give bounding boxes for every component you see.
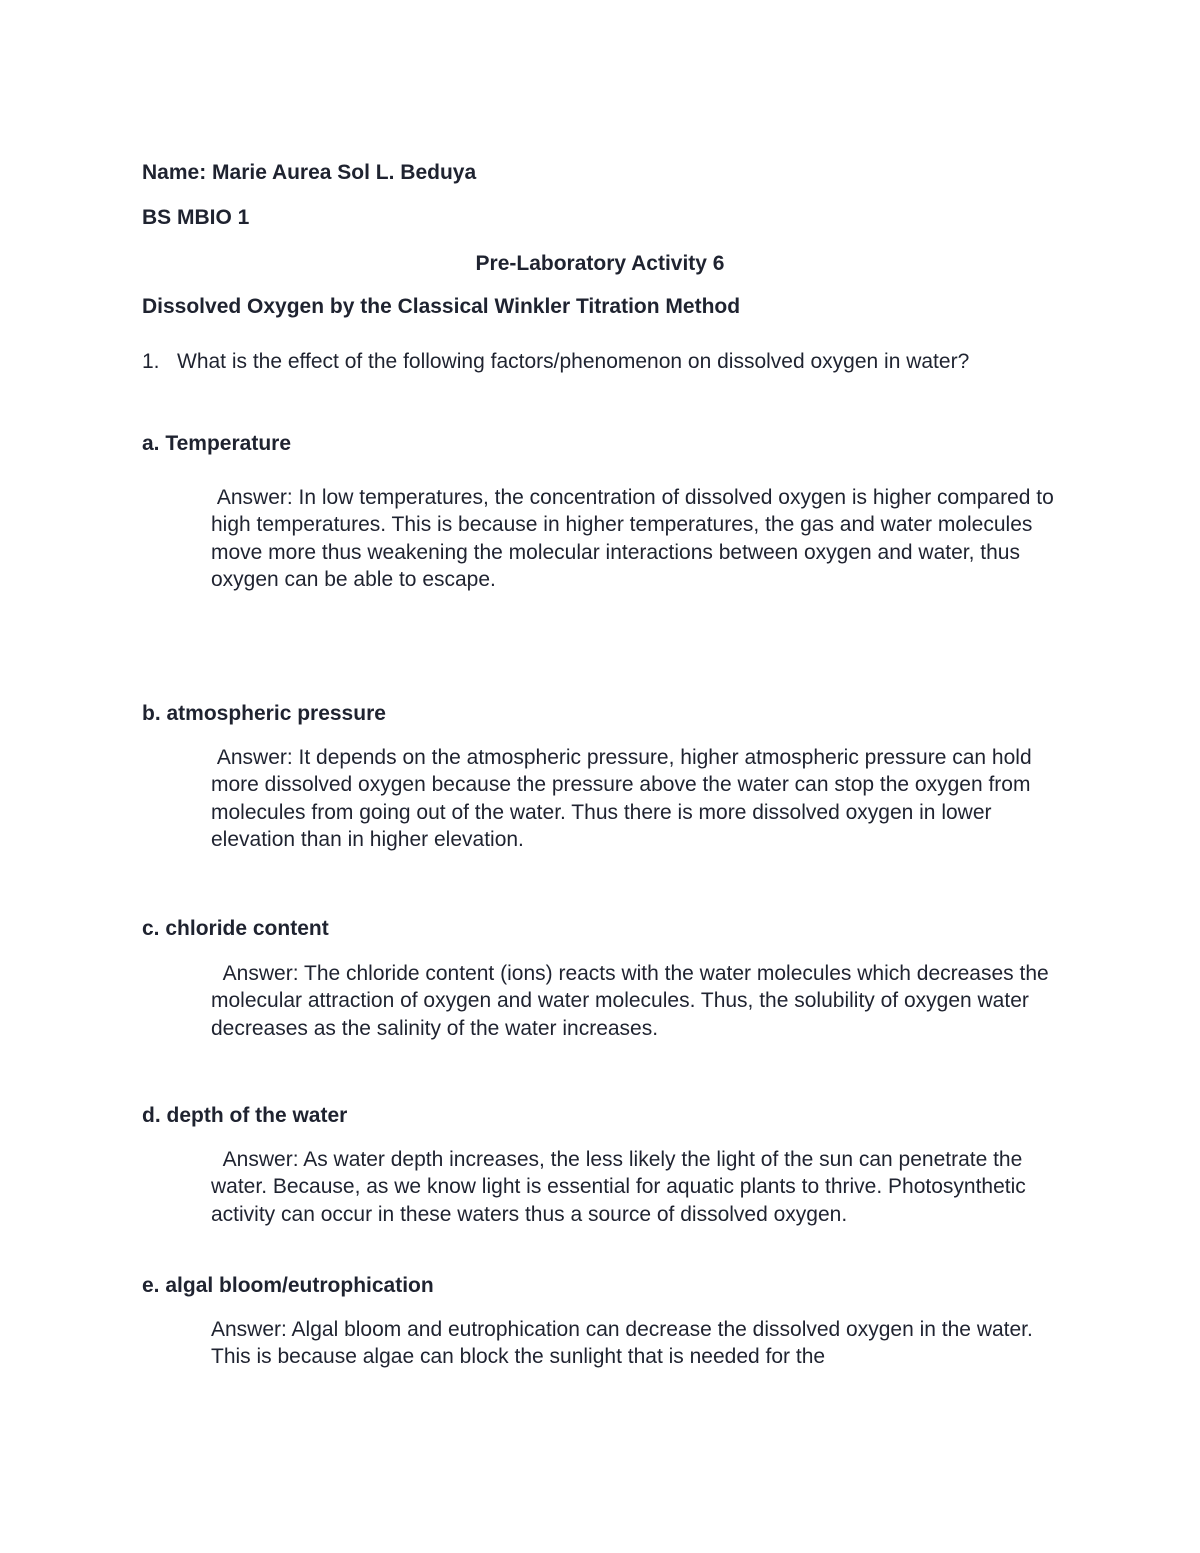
- question-text: What is the effect of the following factors/phenomenon on dissolved oxygen in water?: [177, 350, 970, 373]
- method-title: Dissolved Oxygen by the Classical Winkler Titration Method: [142, 295, 741, 318]
- item-heading-algal-bloom: e. algal bloom/eutrophication: [142, 1274, 434, 1297]
- answer-algal-bloom: Answer: Algal bloom and eutrophication can decrease the dissolved oxygen in the water. This is because algae can block the sunlight that is needed for the: [211, 1318, 1039, 1369]
- program-label: BS MBIO 1: [142, 206, 250, 229]
- answer-chloride-content: Answer: The chloride content (ions) reacts with the water molecules which decreases the molecular attraction of oxygen and water molecules. Thus, the solubility of oxygen water decreases as the salinity of the water increases.: [211, 962, 1055, 1040]
- answer-depth-of-water: Answer: As water depth increases, the less likely the light of the sun can penetrate the water. Because, as we know light is essential for aquatic plants to thrive. Photosynthetic activity can occur in these waters thus a source of dissolved oxygen.: [211, 1148, 1032, 1226]
- question-number: 1.: [142, 350, 160, 373]
- answer-atmospheric-pressure: Answer: It depends on the atmospheric pressure, higher atmospheric pressure can hold more dissolved oxygen because the pressure above the water can stop the oxygen from molecules from going out of the water. Thus there is more dissolved oxygen in lower elevation than in higher elevation.: [211, 746, 1038, 851]
- activity-title: Pre-Laboratory Activity 6: [475, 252, 725, 275]
- item-heading-depth-of-water: d. depth of the water: [142, 1104, 348, 1127]
- answer-temperature: Answer: In low temperatures, the concentration of dissolved oxygen is higher compared to high temperatures. This is because in higher temperatures, the gas and water molecules move more thus weakening the molecular interactions between oxygen and water, thus oxygen can be able to escape.: [211, 486, 1060, 591]
- item-heading-atmospheric-pressure: b. atmospheric pressure: [142, 702, 386, 725]
- item-heading-chloride-content: c. chloride content: [142, 917, 329, 940]
- student-name: Name: Marie Aurea Sol L. Beduya: [142, 161, 477, 184]
- item-heading-temperature: a. Temperature: [142, 432, 291, 455]
